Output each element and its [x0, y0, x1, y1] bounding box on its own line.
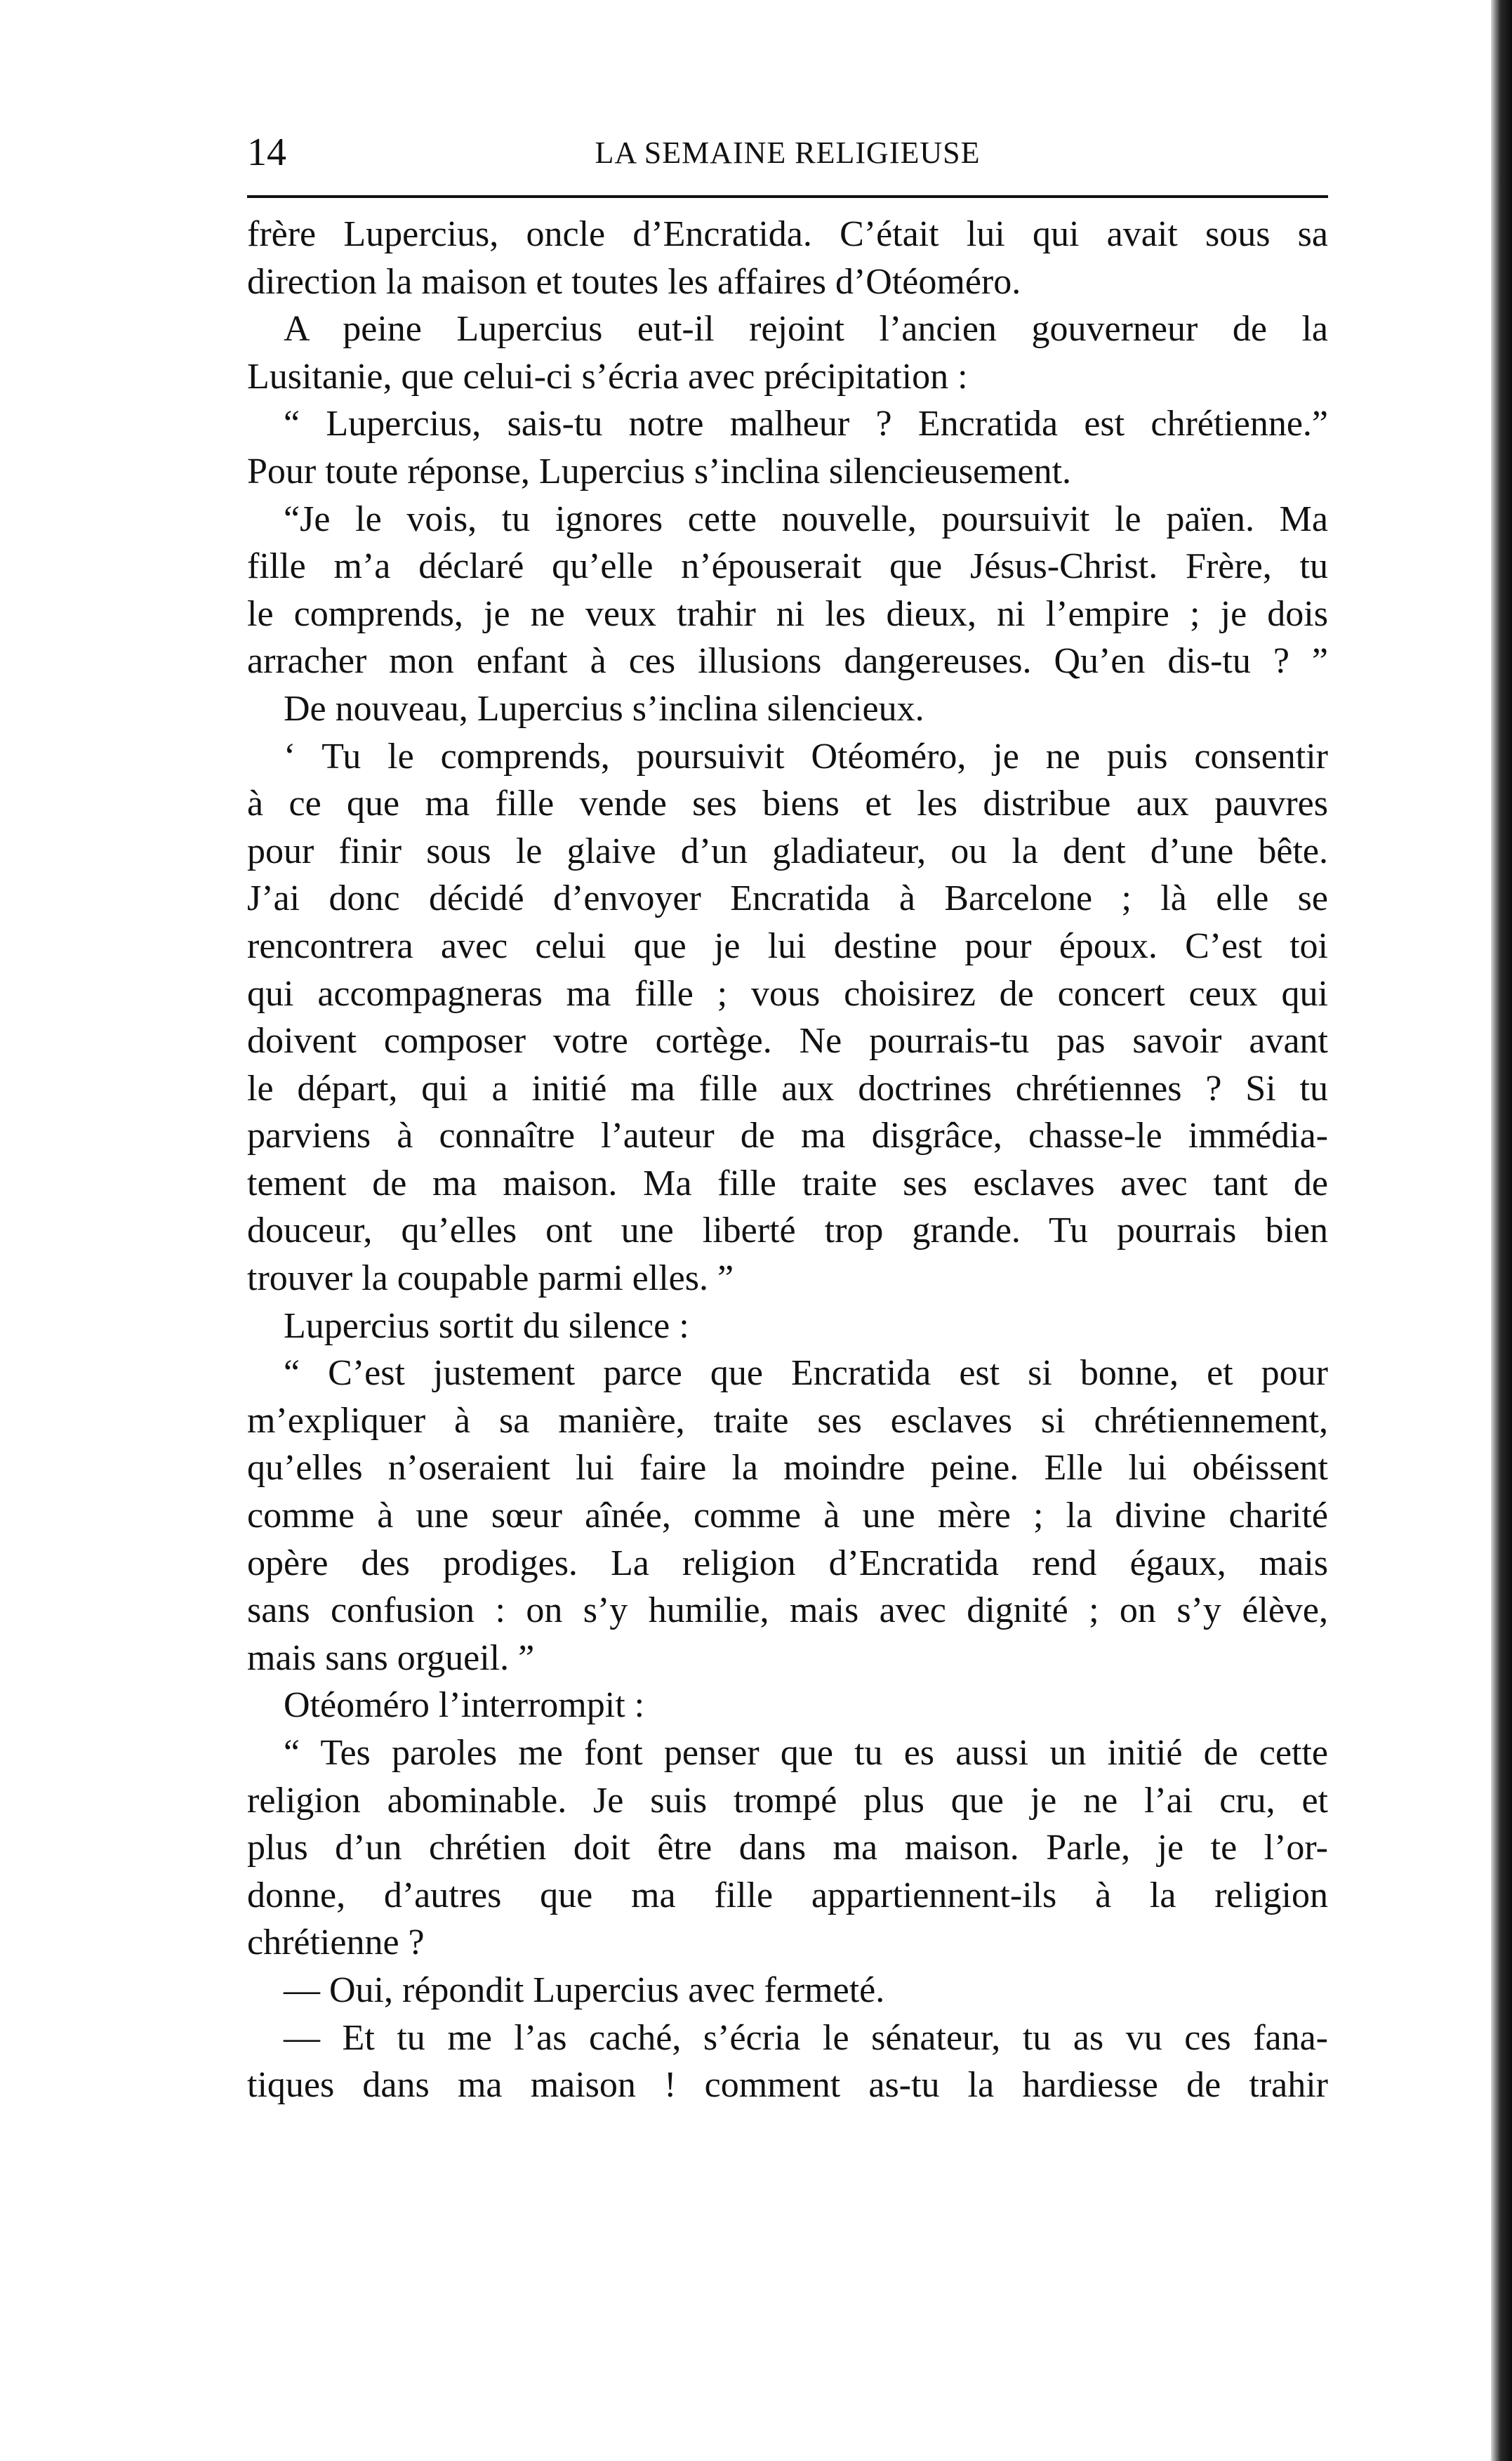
text-line: le départ, qui a initié ma fille aux doctrines chrétiennes ? Si tu [247, 1068, 1328, 1109]
text-line: — Oui, répondit Lupercius avec fermeté. [284, 1970, 885, 2010]
text-line: De nouveau, Lupercius s’inclina silencieux. [284, 688, 924, 729]
text-line: Pour toute réponse, Lupercius s’inclina silencieusement. [247, 451, 1072, 491]
text-line: Lusitanie, que celui-ci s’écria avec précipitation : [247, 356, 968, 397]
body-text [247, 211, 1328, 2109]
text-line: tement de ma maison. Ma fille traite ses esclaves avec tant de [247, 1163, 1328, 1203]
text-line: qui accompagneras ma fille ; vous choisirez de concert ceux qui [247, 973, 1328, 1014]
text-line: trouver la coupable parmi elles. ” [247, 1258, 734, 1299]
text-line: douceur, qu’elles ont une liberté trop grande. Tu pourrais bien [247, 1210, 1328, 1251]
page-number: 14 [247, 131, 286, 174]
text-line: sans confusion : on s’y humilie, mais avec dignité ; on s’y élève, [247, 1590, 1328, 1631]
text-line: doivent composer votre cortège. Ne pourrais-tu pas savoir avant [247, 1021, 1328, 1062]
text-line: chrétienne ? [247, 1922, 425, 1963]
text-line: à ce que ma fille vende ses biens et les distribue aux pauvres [247, 784, 1328, 824]
text-line: J’ai donc décidé d’envoyer Encratida à Barcelone ; là elle se [247, 878, 1328, 919]
text-line: rencontrera avec celui que je lui destine pour époux. C’est toi [247, 925, 1328, 966]
text-line: mais sans orgueil. ” [247, 1637, 535, 1678]
header-rule [247, 195, 1328, 198]
text-line: direction la maison et toutes les affaires d’Otéoméro. [247, 261, 1021, 302]
text-line: fille m’a déclaré qu’elle n’épouserait que Jésus-Christ. Frère, tu [247, 546, 1328, 587]
text-line: — Et tu me l’as caché, s’écria le sénateur, tu as vu ces fana- [284, 2017, 1328, 2058]
text-line: Otéoméro l’interrompit : [284, 1685, 645, 1726]
text-line: plus d’un chrétien doit être dans ma maison. Parle, je te l’or- [247, 1828, 1328, 1868]
text-line: opère des prodiges. La religion d’Encratida rend égaux, mais [247, 1543, 1328, 1583]
running-title: LA SEMAINE RELIGIEUSE [595, 136, 981, 170]
text-line: Lupercius sortit du silence : [284, 1305, 689, 1346]
text-line: ‘ Tu le comprends, poursuivit Otéoméro, je ne puis consentir [284, 736, 1328, 777]
text-line: qu’elles n’oseraient lui faire la moindre peine. Elle lui obéissent [247, 1448, 1328, 1489]
text-line: A peine Lupercius eut-il rejoint l’ancien gouverneur de la [284, 309, 1328, 350]
text-line: religion abominable. Je suis trompé plus que je ne l’ai cru, et [247, 1780, 1328, 1821]
text-line: arracher mon enfant à ces illusions dangereuses. Qu’en dis-tu ? ” [247, 641, 1328, 682]
text-line: donne, d’autres que ma fille appartiennent-ils à la religion [247, 1875, 1328, 1915]
text-line: “ Tes paroles me font penser que tu es aussi un initié de cette [284, 1733, 1328, 1773]
text-line: “Je le vois, tu ignores cette nouvelle, poursuivit le païen. Ma [284, 499, 1328, 539]
text-line: tiques dans ma maison ! comment as-tu la hardiesse de trahir [247, 2065, 1328, 2106]
text-line: frère Lupercius, oncle d’Encratida. C’était lui qui avait sous sa [247, 214, 1328, 254]
text-line: comme à une sœur aînée, comme à une mère ; la divine charité [247, 1496, 1328, 1536]
text-line: “ C’est justement parce que Encratida est si bonne, et pour [284, 1353, 1328, 1394]
text-line: le comprends, je ne veux trahir ni les dieux, ni l’empire ; je dois [247, 593, 1328, 634]
text-line: m’expliquer à sa manière, traite ses esclaves si chrétiennement, [247, 1400, 1328, 1441]
scan-edge-shadow [1491, 0, 1512, 2461]
page-header [247, 128, 1328, 177]
text-line: pour finir sous le glaive d’un gladiateur, ou la dent d’une bête. [247, 831, 1328, 871]
text-line: parviens à connaître l’auteur de ma disgrâce, chasse-le immédia- [247, 1116, 1328, 1156]
text-line: “ Lupercius, sais-tu notre malheur ? Encratida est chrétienne.” [284, 404, 1328, 444]
